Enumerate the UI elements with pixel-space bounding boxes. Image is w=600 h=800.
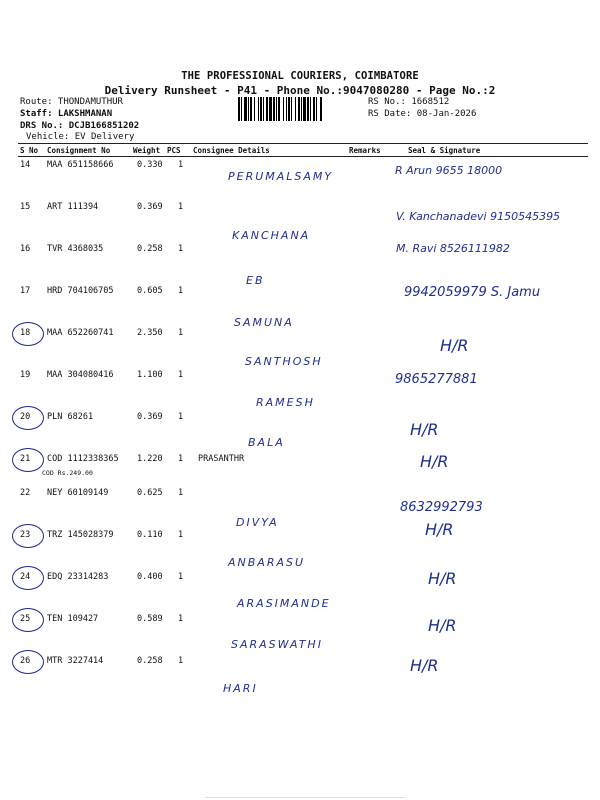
col-remarks: Remarks xyxy=(349,146,381,155)
circle-mark xyxy=(12,524,44,548)
table-row xyxy=(0,328,600,338)
col-details: Consignee Details xyxy=(193,146,270,155)
row-weight: 0.110 xyxy=(137,530,163,540)
row-sno: 18 xyxy=(20,328,31,338)
table-row xyxy=(0,488,600,498)
barcode xyxy=(238,97,364,121)
signature: H/R xyxy=(428,616,457,635)
handwritten-name: KANCHANA xyxy=(232,229,311,242)
row-consignment: MTR 3227414 xyxy=(47,656,104,666)
handwritten-name: SARASWATHI xyxy=(231,638,323,651)
table-row xyxy=(0,244,600,254)
row-details: PRASANTHR xyxy=(198,454,245,464)
row-pcs: 1 xyxy=(178,530,184,540)
row-weight: 0.605 xyxy=(137,286,163,296)
route-label: Route: THONDAMUTHUR xyxy=(20,97,123,107)
drs-label: DRS No.: DCJB166851202 xyxy=(20,121,140,131)
handwritten-name: ARASIMANDE xyxy=(237,597,331,610)
circle-mark xyxy=(12,650,44,674)
row-sno: 20 xyxy=(20,412,31,422)
col-consignment: Consignment No xyxy=(47,146,111,155)
row-sno: 16 xyxy=(20,244,31,254)
signature: 8632992793 xyxy=(400,500,483,515)
handwritten-name: RAMESH xyxy=(256,396,315,409)
table-row xyxy=(0,412,600,422)
company-title: THE PROFESSIONAL COURIERS, COIMBATORE xyxy=(181,70,419,82)
runsheet-subtitle: Delivery Runsheet - P41 - Phone No.:9047080280 - Page No.:2 xyxy=(104,84,496,97)
row-weight: 0.400 xyxy=(137,572,163,582)
row-sno: 19 xyxy=(20,370,31,380)
row-sno: 23 xyxy=(20,530,31,540)
col-weight: Weight xyxy=(133,146,161,155)
signature: V. Kanchanadevi 9150545395 xyxy=(396,210,561,223)
row-pcs: 1 xyxy=(178,244,184,254)
handwritten-name: SAMUNA xyxy=(234,316,294,329)
signature: 9865277881 xyxy=(395,372,478,387)
row-weight: 0.369 xyxy=(137,202,163,212)
row-sno: 15 xyxy=(20,202,31,212)
col-pcs: PCS xyxy=(167,146,181,155)
row-weight: 0.625 xyxy=(137,488,163,498)
row-consignment: TEN 109427 xyxy=(47,614,99,624)
circle-mark xyxy=(12,322,44,346)
row-pcs: 1 xyxy=(178,202,184,212)
row-sno: 21 xyxy=(20,454,31,464)
table-row xyxy=(0,160,600,170)
row-consignment: TRZ 145028379 xyxy=(47,530,114,540)
row-weight: 0.258 xyxy=(137,656,163,666)
rs-number: RS No.: 1668512 xyxy=(368,97,450,107)
row-pcs: 1 xyxy=(178,160,184,170)
handwritten-name: SANTHOSH xyxy=(245,355,323,368)
col-seal: Seal & Signature xyxy=(408,146,481,155)
circle-mark xyxy=(12,608,44,632)
row-weight: 1.100 xyxy=(137,370,163,380)
row-pcs: 1 xyxy=(178,572,184,582)
row-consignment: HRD 704106705 xyxy=(47,286,114,296)
row-pcs: 1 xyxy=(178,328,184,338)
handwritten-name: PERUMALSAMY xyxy=(228,170,334,183)
row-pcs: 1 xyxy=(178,412,184,422)
table-row xyxy=(0,530,600,540)
row-weight: 0.330 xyxy=(137,160,163,170)
row-consignment: MAA 304080416 xyxy=(47,370,114,380)
row-consignment: PLN 68261 xyxy=(47,412,94,422)
row-consignment: ART 111394 xyxy=(47,202,99,212)
handwritten-name: HARI xyxy=(223,682,258,695)
row-pcs: 1 xyxy=(178,614,184,624)
row-weight: 0.589 xyxy=(137,614,163,624)
row-sno: 22 xyxy=(20,488,31,498)
vehicle-label: Vehicle: EV Delivery xyxy=(26,132,135,142)
row-weight: 1.220 xyxy=(137,454,163,464)
handwritten-name: DIVYA xyxy=(236,516,279,529)
handwritten-name: ANBARASU xyxy=(228,556,306,569)
row-pcs: 1 xyxy=(178,454,184,464)
header-bottom-rule xyxy=(18,156,588,157)
table-row xyxy=(0,656,600,666)
row-weight: 2.350 xyxy=(137,328,163,338)
handwritten-name: EB xyxy=(246,274,265,287)
row-consignment: NEY 60109149 xyxy=(47,488,109,498)
circle-mark xyxy=(12,448,44,472)
row-weight: 0.369 xyxy=(137,412,163,422)
row-sno: 14 xyxy=(20,160,31,170)
circle-mark xyxy=(12,406,44,430)
signature: H/R xyxy=(420,452,449,471)
row-consignment: EDQ 23314283 xyxy=(47,572,109,582)
col-sno: S No xyxy=(20,146,39,155)
row-sno: 26 xyxy=(20,656,31,666)
row-pcs: 1 xyxy=(178,488,184,498)
row-consignment: MAA 651158666 xyxy=(47,160,114,170)
row-consignment: COD 1112338365 xyxy=(47,454,119,464)
signature: H/R xyxy=(410,656,439,675)
table-row xyxy=(0,614,600,624)
rs-date: RS Date: 08-Jan-2026 xyxy=(368,109,477,119)
staff-label: Staff: LAKSHMANAN xyxy=(20,109,113,119)
table-row xyxy=(0,454,600,464)
footer-rule xyxy=(205,797,405,798)
row-sno: 24 xyxy=(20,572,31,582)
row-consignment: MAA 652260741 xyxy=(47,328,114,338)
signature: M. Ravi 8526111982 xyxy=(396,242,510,255)
row-consignment: TVR 4368035 xyxy=(47,244,104,254)
table-row xyxy=(0,572,600,582)
circle-mark xyxy=(12,566,44,590)
signature: 9942059979 S. Jamu xyxy=(404,285,541,300)
signature: R Arun 9655 18000 xyxy=(395,164,503,177)
signature: H/R xyxy=(428,569,457,588)
handwritten-name: BALA xyxy=(248,436,285,449)
row-pcs: 1 xyxy=(178,370,184,380)
signature: H/R xyxy=(410,420,439,439)
signature: H/R xyxy=(425,520,454,539)
table-row xyxy=(0,370,600,380)
header-top-rule xyxy=(18,143,588,144)
row-sno: 25 xyxy=(20,614,31,624)
row-sno: 17 xyxy=(20,286,31,296)
row-pcs: 1 xyxy=(178,286,184,296)
signature: H/R xyxy=(440,336,469,355)
cod-amount: COD Rs.249.00 xyxy=(42,469,93,477)
row-weight: 0.258 xyxy=(137,244,163,254)
row-pcs: 1 xyxy=(178,656,184,666)
